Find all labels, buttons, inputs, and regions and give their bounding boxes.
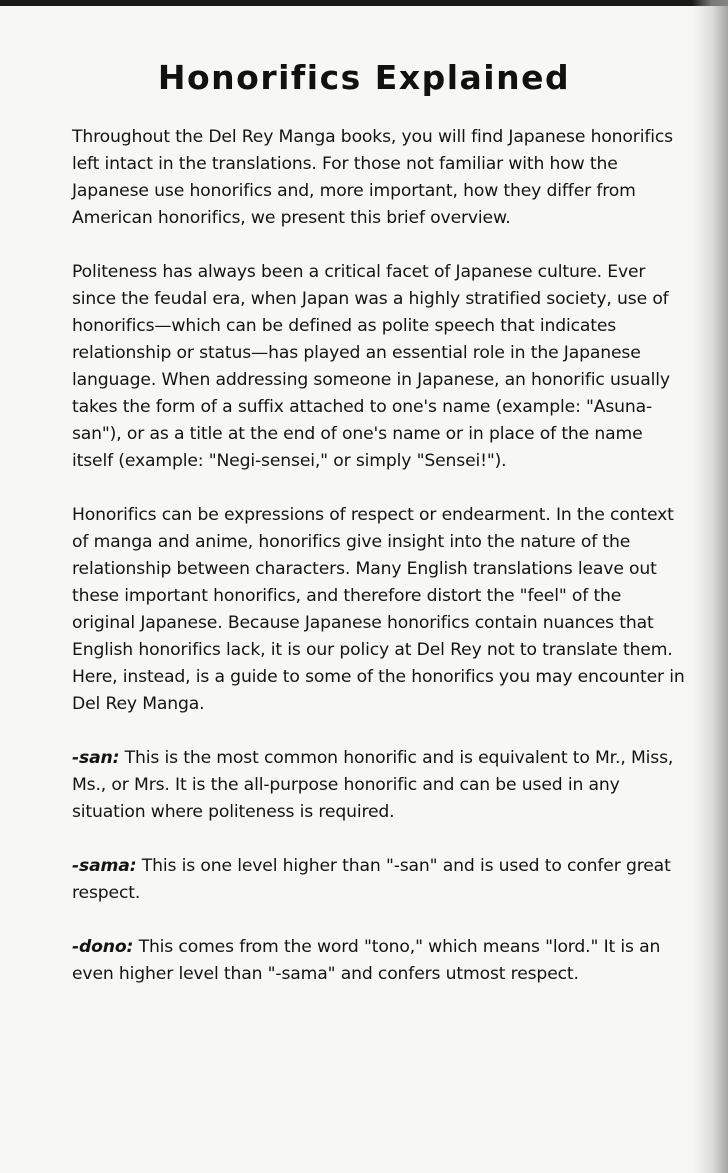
- definition-text: This comes from the word "tono," which means "lord." It is an even higher level than "-sama" and confers utmost respect.: [72, 937, 661, 984]
- binding-shadow: [692, 0, 728, 1173]
- page-title: Honorifics Explained: [157, 58, 571, 97]
- definition-dono: [72, 934, 687, 988]
- definition-text: This is one level higher than "-san" and is used to confer great respect.: [72, 856, 671, 903]
- article-body: [72, 124, 687, 1015]
- definition-term: -dono:: [72, 937, 134, 957]
- definition-sama: [72, 853, 687, 907]
- definition-text: This is the most common honorific and is equivalent to Mr., Miss, Ms., or Mrs. It is the all-purpose honorific and can be used in any situation where politeness is required.: [72, 748, 674, 822]
- definition-term: -san:: [72, 748, 120, 768]
- intro-paragraph: Throughout the Del Rey Manga books, you will find Japanese honorifics left intact in the translations. For those not familiar with how the Japanese use honorifics and, more important, how they differ from American honorifics, we present this brief overview.: [72, 127, 673, 228]
- politeness-paragraph: Politeness has always been a critical facet of Japanese culture. Ever since the feudal era, when Japan was a highly stratified society, use of honorifics—which can be defined as polite speech that indicates relationship or status—has played an essential role in the Japanese language. When addressing someone in Japanese, an honorific usually takes the form of a suffix attached to one's name (example: "Asuna-san"), or as a title at the end of one's name or in place of the name itself (example: "Negi-sensei," or simply "Sensei!").: [72, 262, 670, 471]
- definition-san: [72, 745, 687, 826]
- definition-term: -sama:: [72, 856, 137, 876]
- expressions-paragraph: Honorifics can be expressions of respect or endearment. In the context of manga and anime, honorifics give insight into the nature of the relationship between characters. Many English translations leave out these important honorifics, and therefore distort the "feel" of the original Japanese. Because Japanese honorifics contain nuances that English honorifics lack, it is our policy at Del Rey not to translate them. Here, instead, is a guide to some of the honorifics you may encounter in Del Rey Manga.: [72, 505, 685, 714]
- page-top-edge: [0, 0, 728, 6]
